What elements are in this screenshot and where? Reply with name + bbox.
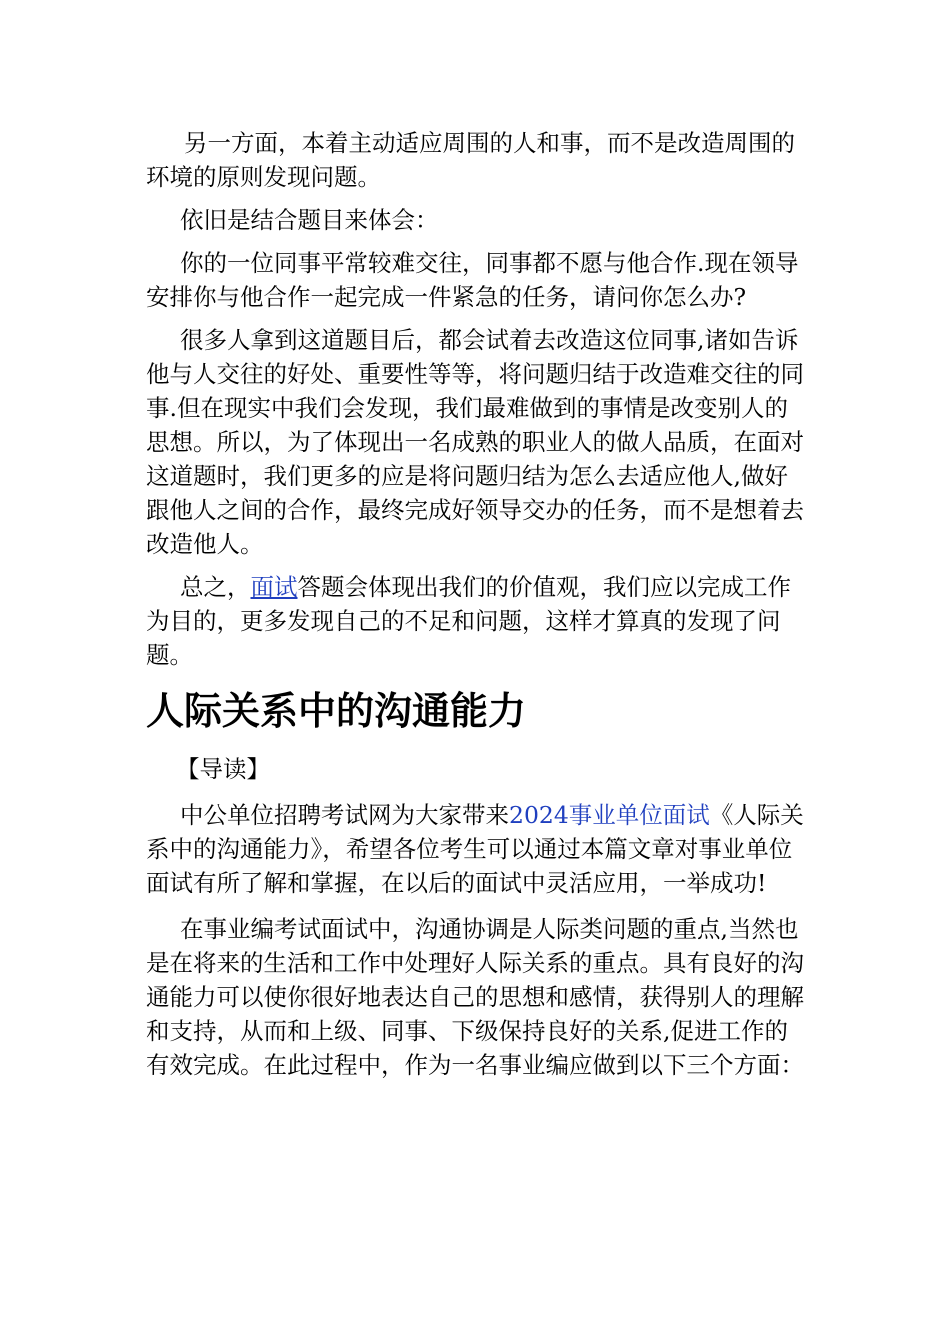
- intro-text-start: 中公单位招聘考试网为大家带来: [180, 801, 509, 829]
- guide-label: 【导读】: [176, 755, 270, 783]
- document-page: [146, 126, 808, 1082]
- paragraph-conclusion: [146, 570, 808, 672]
- section-heading: 人际关系中的沟通能力: [146, 689, 527, 733]
- paragraph-example-intro: 依旧是结合题目来体会：: [180, 206, 439, 234]
- paragraph-analysis: 很多人拿到这道题目后，都会试着去改造这位同事,诸如告诉他与人交往的好处、重要性等等，将问题归结于改造难交往的同事.但在现实中我们会发现，我们最难做到的事情是改变别人的思想。所以，为了体现出一名成熟的职业人的做人品质，在面对这道题时，我们更多的应是将问题归结为怎么去适应他人,做好跟他人之间的合作，最终完成好领导交办的任务，而不是想着去改造他人。: [146, 326, 804, 558]
- conclusion-text-start: 总之，: [180, 573, 251, 601]
- interview-link[interactable]: 面试: [250, 573, 298, 601]
- paragraph-question: 你的一位同事平常较难交往，同事都不愿与他合作.现在领导安排你与他合作一起完成一件紧急的任务，请问你怎么办?: [146, 249, 799, 311]
- conclusion-text-end: 答题会体现出我们的价值观，我们应以完成工作为目的，更多发现自己的不足和问题，这样才算真的发现了问题。: [146, 573, 791, 669]
- paragraph-communication: 在事业编考试面试中，沟通协调是人际类问题的重点,当然也是在将来的生活和工作中处理好人际关系的重点。具有良好的沟通能力可以使你很好地表达自己的思想和感情，获得别人的理解和支持，从而和上级、同事、下级保持良好的关系,促进工作的有效完成。在此过程中，作为一名事业编应做到以下三个方面：: [146, 915, 804, 1079]
- paragraph-adapt: 另一方面，本着主动适应周围的人和事，而不是改造周围的环境的原则发现问题。: [146, 129, 795, 191]
- intro-text-end: 《人际关系中的沟通能力》，希望各位考生可以通过本篇文章对事业单位面试有所了解和掌握，在以后的面试中灵活应用，一举成功!: [146, 801, 804, 897]
- intro-highlight-link[interactable]: 2024事业单位面试: [509, 801, 710, 829]
- paragraph-intro: [146, 798, 808, 900]
